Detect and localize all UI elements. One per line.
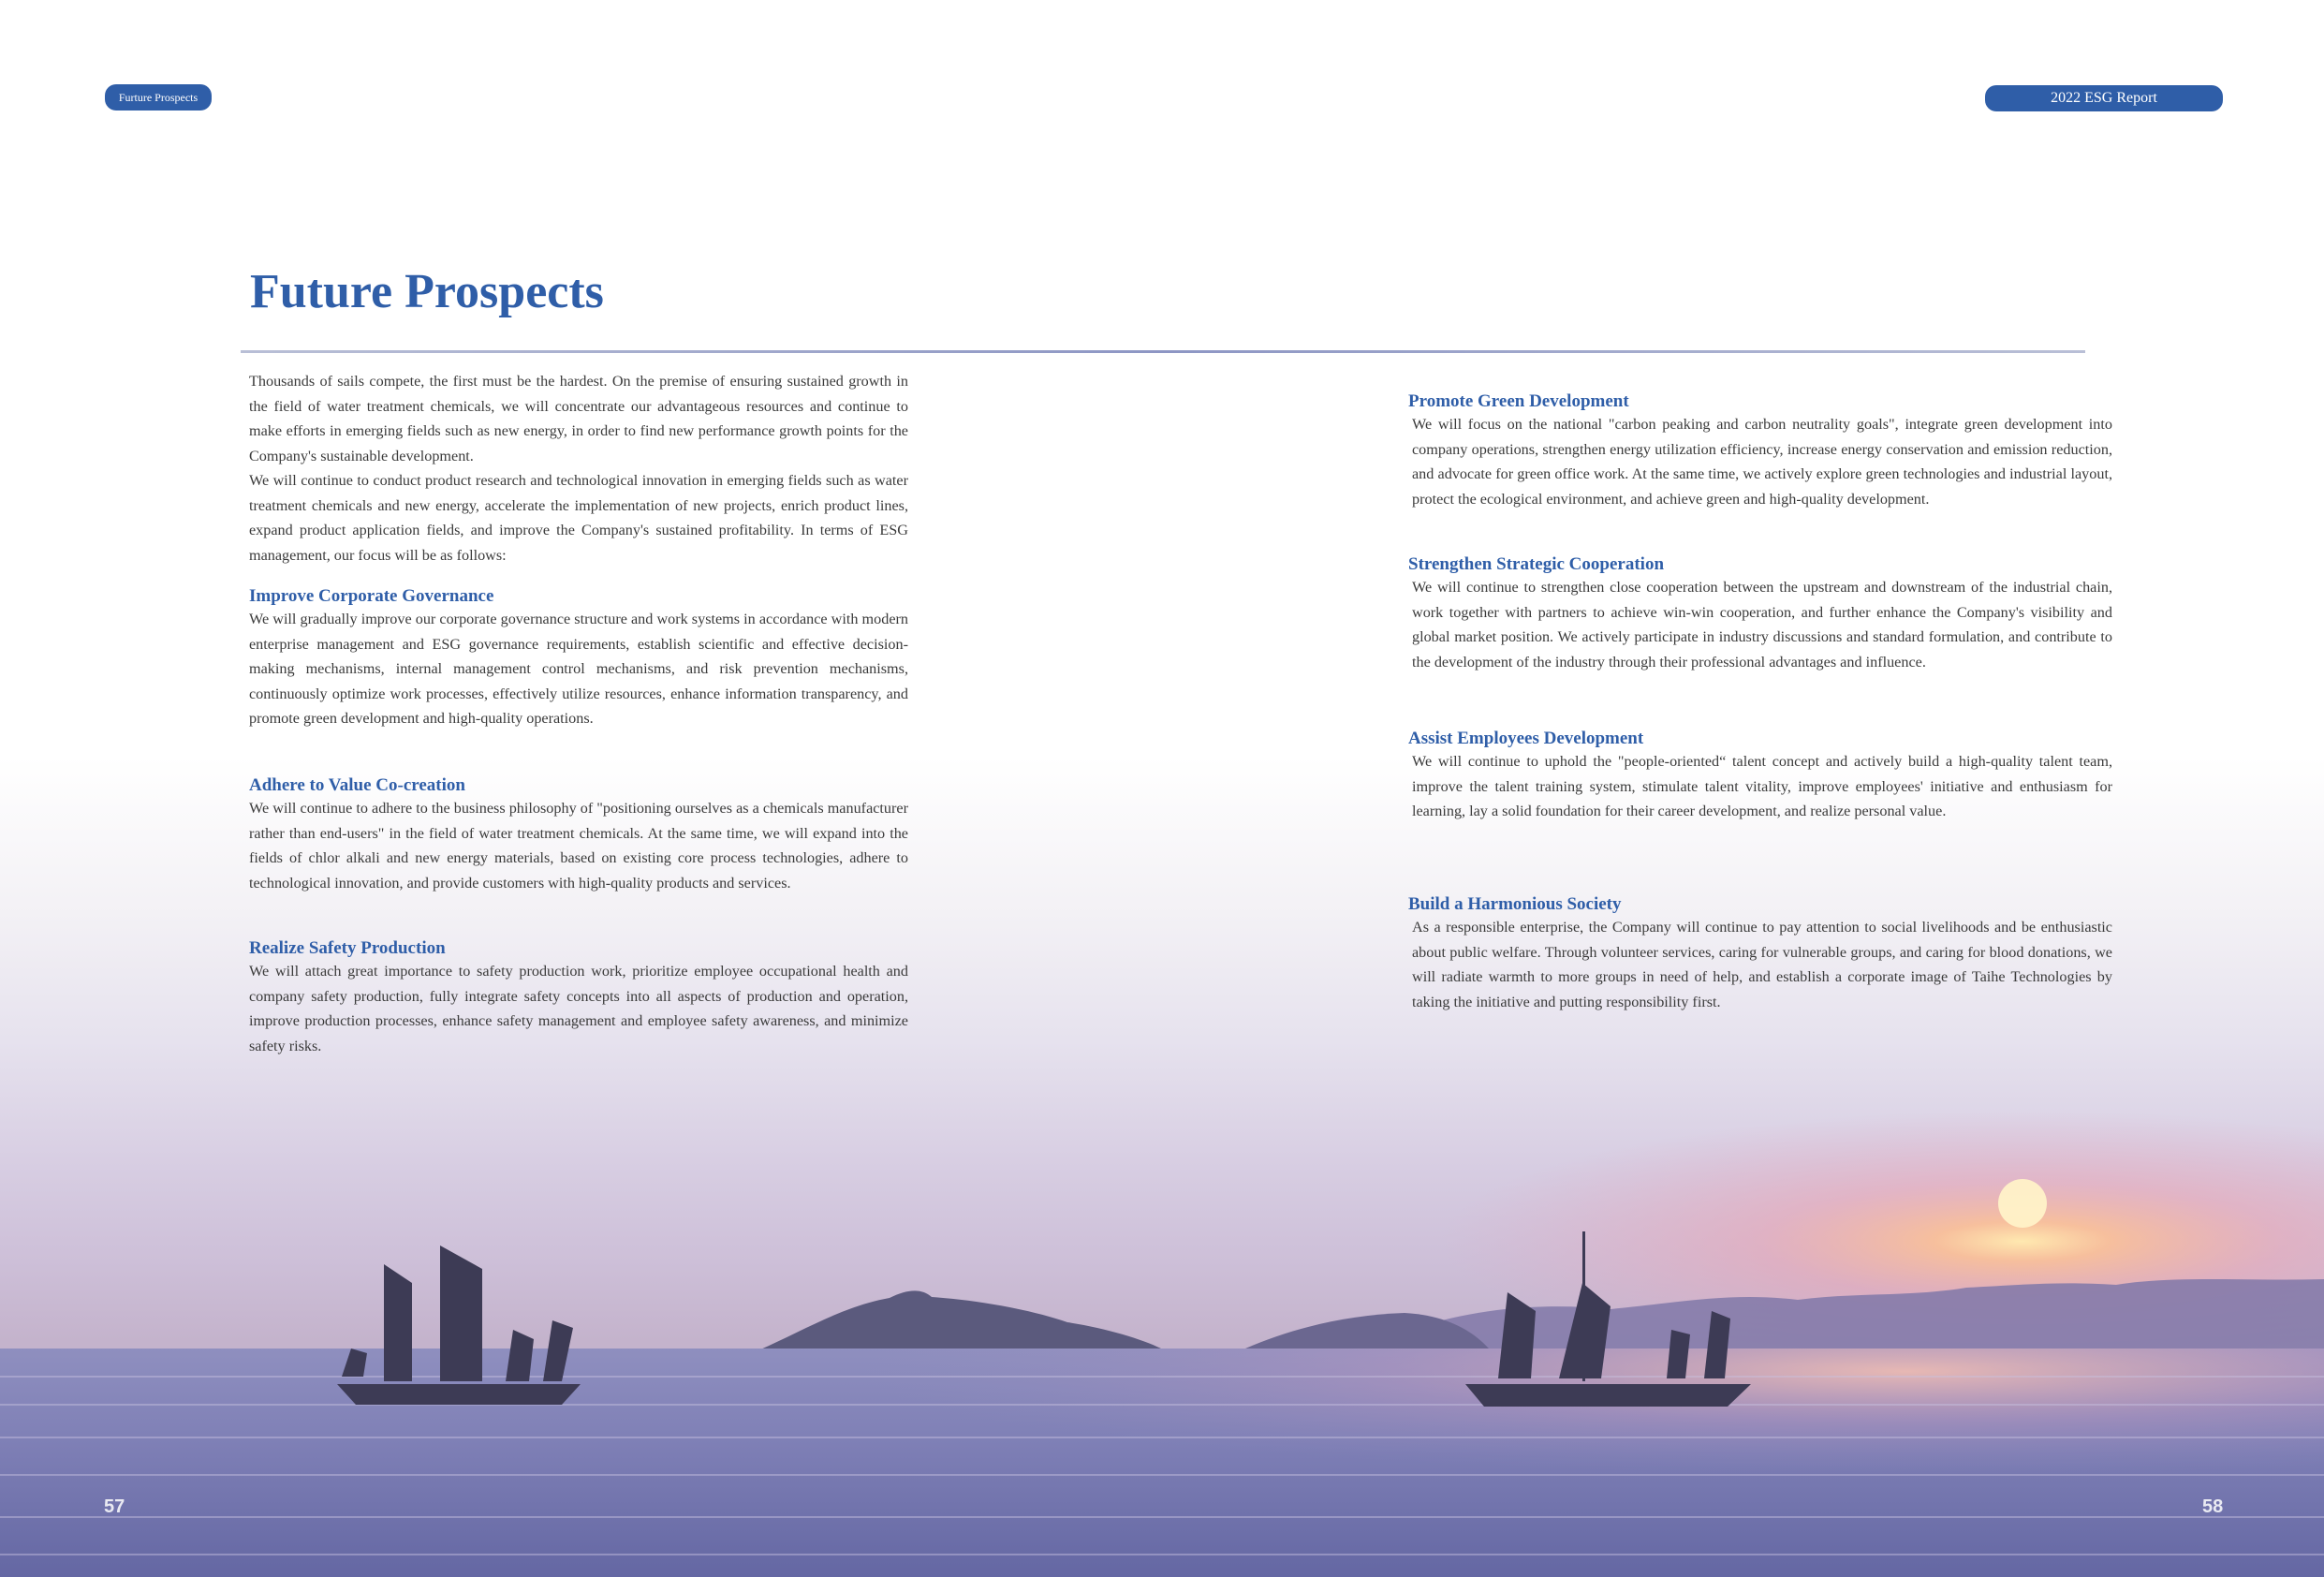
section-employees-development: [1408, 729, 2112, 824]
section-harmonious-society: [1408, 894, 2112, 1014]
section-text: We will focus on the national "carbon peaking and carbon neutrality goals", integrate green development into company operations, strengthen energy utilization efficiency, increase energy conservation and emission reduction, and advocate for green office work. At the same time, we actively explore green technologies and industrial layout, protect the ecological environment, and achieve green and high-quality development.: [1412, 416, 2112, 508]
page-number-right: 58: [2202, 1496, 2224, 1517]
report-tag: 2022 ESG Report: [1985, 85, 2223, 111]
section-heading: Strengthen Strategic Cooperation: [1408, 554, 1665, 574]
section-heading: Improve Corporate Governance: [249, 586, 494, 606]
intro-paragraph-1: Thousands of sails compete, the first must be the hardest. On the premise of ensuring sustained growth in the field of water treatment chemicals, we will concentrate our advantageous resources and continue to make efforts in emerging fields such as new energy, in order to find new performance growth points for the Company's sustainable development.: [249, 373, 908, 464]
section-green-development: [1408, 391, 2112, 511]
intro-paragraph-2: We will continue to conduct product research and technological innovation in emerging fields such as water treatment chemicals and new energy, accelerate the implementation of new projects, enrich product lines, expand product application fields, and improve the Company's sustained profitability. In terms of ESG management, our focus will be as follows:: [249, 472, 908, 564]
section-heading: Adhere to Value Co-creation: [249, 775, 465, 795]
section-corporate-governance: [249, 586, 908, 731]
section-text: We will continue to adhere to the business philosophy of "positioning ourselves as a chemicals manufacturer rather than end-users" in the field of water treatment chemicals. At the same time, we will expand into the fields of chlor alkali and new energy materials, based on existing core process technologies, adhere to technological innovation, and provide customers with high-quality products and services.: [249, 800, 908, 892]
section-text: We will gradually improve our corporate governance structure and work systems in accordance with modern enterprise management and ESG governance requirements, establish scientific and effective decision-making mechanisms, internal management control mechanisms, and risk prevention mechanisms, continuously optimize work processes, effectively utilize resources, enhance information transparency, and promote green development and high-quality operations.: [249, 611, 908, 727]
section-tag: Furture Prospects: [105, 84, 212, 111]
section-heading: Realize Safety Production: [249, 938, 446, 958]
section-text: We will continue to strengthen close cooperation between the upstream and downstream of the industrial chain, work together with partners to achieve win-win cooperation, and further enhance the Company's visibility and global market position. We actively participate in industry discussions and standard formulation, and contribute to the development of the industry through their professional advantages and influence.: [1412, 579, 2112, 671]
section-strategic-cooperation: [1408, 554, 2112, 674]
section-text: We will attach great importance to safety production work, prioritize employee occupational health and company safety production, fully integrate safety concepts into all aspects of production and operation, improve production processes, enhance safety management and employee safety awareness, and minimize safety risks.: [249, 963, 908, 1054]
page-title: Future Prospects: [250, 265, 604, 318]
section-heading: Assist Employees Development: [1408, 729, 1644, 748]
left-column: [249, 369, 908, 1054]
page-number-left: 57: [104, 1496, 125, 1517]
section-text: As a responsible enterprise, the Company will continue to pay attention to social livelihoods and be enthusiastic about public welfare. Through volunteer services, caring for vulnerable groups, and caring for blood donations, we will radiate warmth to more groups in need of help, and establish a corporate image of Taihe Technologies by taking the initiative and putting responsibility first.: [1412, 919, 2112, 1010]
section-heading: Build a Harmonious Society: [1408, 894, 1622, 914]
section-safety-production: [249, 938, 908, 1058]
title-divider: [241, 350, 2085, 353]
section-heading: Promote Green Development: [1408, 391, 1629, 411]
section-text: We will continue to uphold the "people-oriented“ talent concept and actively build a high-quality talent team, improve the talent training system, stimulate talent vitality, improve employees' initiative and enthusiasm for learning, lay a solid foundation for their career development, and realize personal value.: [1412, 753, 2112, 819]
section-value-co-creation: [249, 775, 908, 895]
